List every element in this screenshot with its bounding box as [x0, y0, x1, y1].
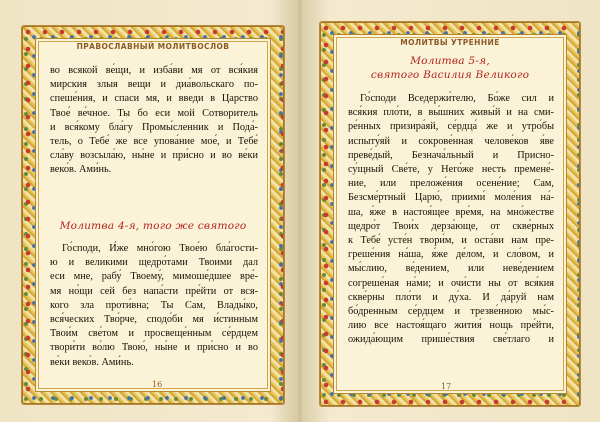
text-line: вся́ческих Тво́рче, сподо́би мя и́стинным	[50, 314, 258, 326]
text-line: испыту́яй и сокрове́нная челове́ков я́ве	[348, 135, 554, 147]
left-text-panel	[35, 38, 271, 392]
prayer-5-text	[348, 92, 554, 348]
text-line: еси мне, рабу́ Твоему́, мимоше́дшее вре́-	[50, 271, 258, 283]
text-line: ожида́ющим прише́ствия све́тлаго и	[348, 334, 554, 346]
text-line: вся́кия пло́ти, в вы́шних живы́й и на сми-	[348, 107, 554, 119]
text-line: су́щный Све́те, у Него́же несть премене́-	[348, 164, 554, 176]
text-line: бо́дренным се́рдцем и трезве́нною мы́с-	[348, 306, 554, 318]
text-line: ве́ки веко́в. Ами́нь.	[50, 356, 134, 368]
text-line: ша, я́же в настоя́щее вре́мя, на мно́жестве	[348, 206, 554, 218]
prayer-4-heading: Молитва 4-я, того же святого	[59, 220, 247, 232]
text-line: сла́ву возсыла́ю, ны́не и при́сно и во ве́ки	[50, 150, 258, 162]
text-line: греше́ния на́ша, я́же де́лом, и сло́вом, и	[348, 249, 554, 261]
text-line: во всякой ве́щи, и изба́ви мя от вся́кия	[50, 65, 258, 76]
text-line: Твои́м све́том и просвеще́нным се́рдцем	[50, 328, 258, 340]
text-line: кого зла проти́вна; Ты Сам, Влады́ко,	[50, 299, 258, 311]
text-line: ре́нных призира́яй, се́рдца́ же и утро́бы	[348, 121, 554, 133]
left-continuation-text	[50, 64, 258, 178]
right-text-panel	[333, 34, 567, 394]
text-line: мирския злыя вещи и диа́вольскаго по-	[50, 79, 258, 91]
text-line: щедро́т Твои́х дерза́юще, от скве́рных	[348, 220, 554, 232]
text-line: преве́дый, Безнача́льный и Присно-	[348, 149, 554, 161]
prayer-4-text	[50, 242, 258, 370]
text-line: ю и великими щедро́тами Твоими дал	[50, 257, 258, 269]
right-ornamental-border	[320, 22, 580, 406]
text-line: веко́в. Ами́нь.	[50, 164, 112, 176]
text-line: Безсме́ртный Царю́, приими́ моле́ния на́-	[348, 192, 554, 204]
text-line: спеше́ния, и спаси мя, и введи в Царство	[50, 93, 258, 105]
text-line: согреше́ная на́ми; и очи́сти ны от вся́кия	[348, 277, 554, 289]
text-line: тель, о Тебе́ же все упова́ние мое́, и Тебе́	[50, 136, 258, 148]
text-line: Го́споди, И́же мно́гою Твое́ю бла́гости-	[62, 243, 258, 254]
text-line: и вся́кому бла́гу Промы́сленник и Пода́-	[50, 121, 258, 133]
left-page-number: 16	[152, 380, 163, 389]
right-running-head: МОЛИТВЫ УТРЕННИЕ	[400, 38, 500, 47]
text-line: скве́рны пло́ти и ду́ха. И да́руй нам	[348, 291, 554, 303]
right-page	[300, 0, 600, 422]
prayer-5-heading-line2: святого Василия Великого	[370, 69, 530, 81]
prayer-5-heading-line1: Молитва 5-я,	[410, 55, 490, 67]
text-line: Твое́ ве́чное. Ты бо еси мой Сотворитель	[50, 107, 258, 119]
left-ornamental-border	[22, 26, 284, 404]
left-running-head: ПРАВОСЛАВНЫЙ МОЛИТВОСЛОВ	[76, 42, 230, 51]
text-line: ние, или преложе́ния осене́ние; Сам,	[348, 178, 554, 190]
text-line: твори́ти во́лю Твою́, ны́не и при́сно и во	[50, 342, 258, 354]
text-line: лию все настоя́щаго жития́ нощь пре́йти,	[348, 320, 554, 332]
text-line: Го́споди Вседержи́телю, Бо́же сил и	[360, 93, 554, 104]
text-line: мя но́щи сей без напа́сти пре́йти от вся-	[50, 285, 258, 297]
text-line: к Тебе́ усте́н твори́м, и оста́ви нам пре-	[348, 235, 554, 247]
right-page-number: 17	[441, 382, 452, 391]
text-line: мы́слию, ве́дением, или неве́дением	[348, 263, 554, 275]
